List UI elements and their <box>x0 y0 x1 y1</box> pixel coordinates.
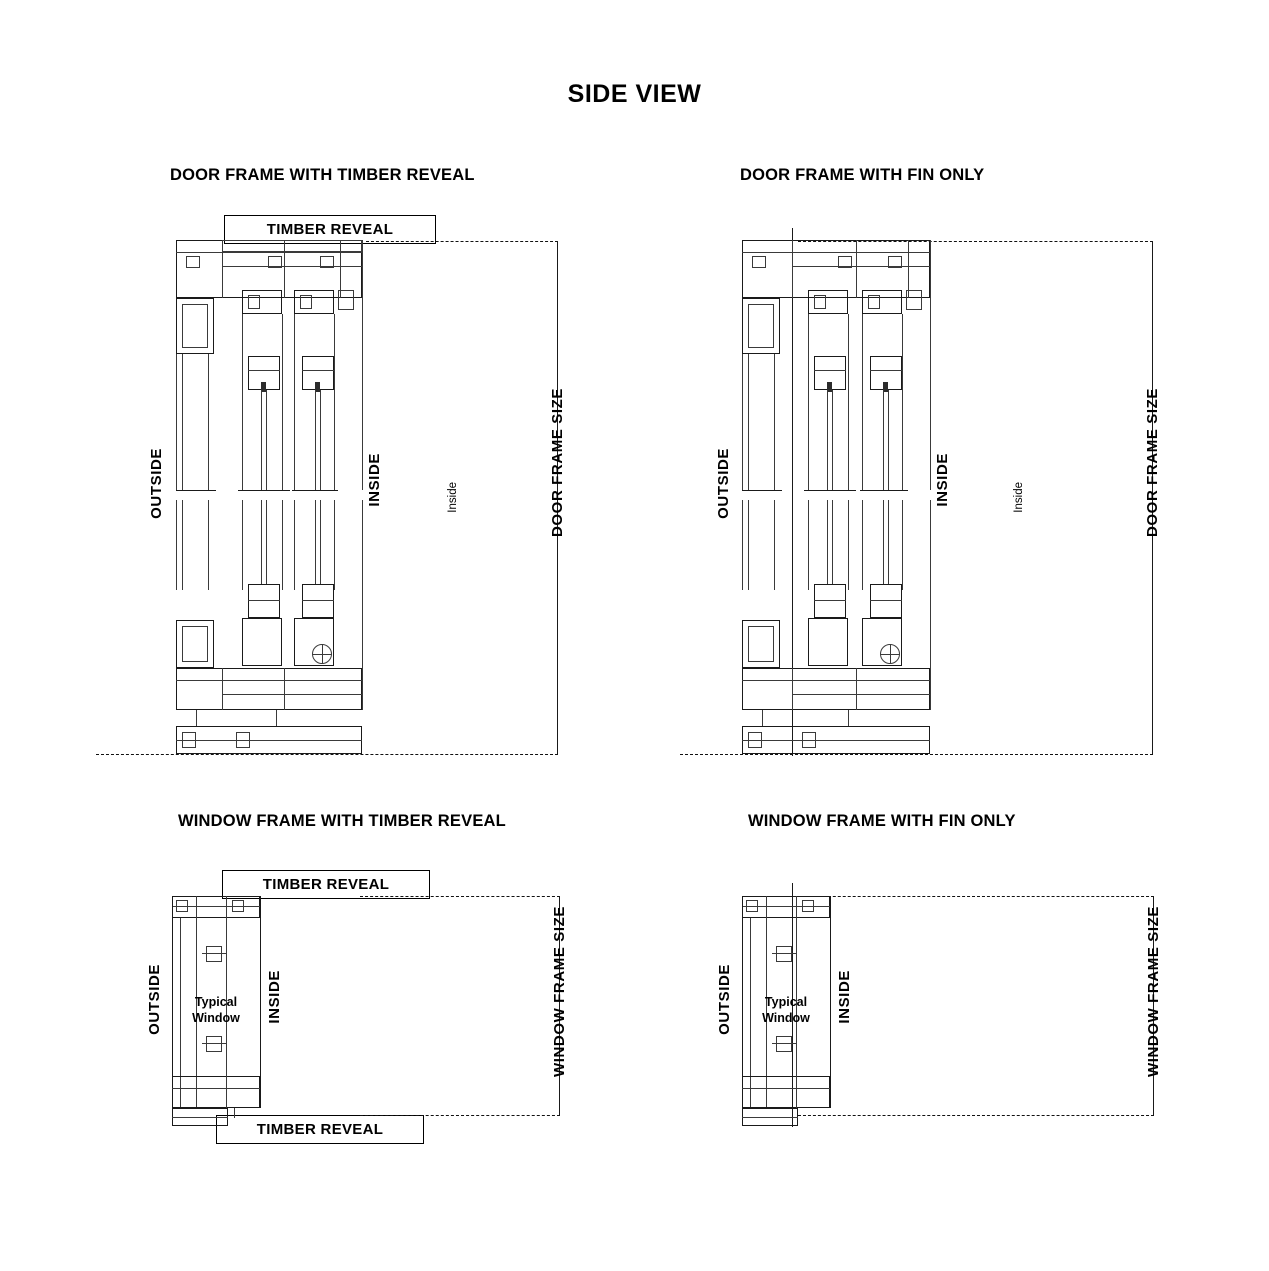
sill-divider-2 <box>856 668 857 710</box>
frame-line-mid-lower <box>242 500 243 590</box>
label-inside: INSIDE <box>836 970 853 1024</box>
glass-line-outer-b <box>266 390 267 490</box>
panel-title-window-fin-only: WINDOW FRAME WITH FIN ONLY <box>748 812 1016 830</box>
jamb-line-outer-b-lower <box>208 500 209 590</box>
jamb-line-outer-b-lower <box>774 500 775 590</box>
sill-line-2 <box>222 694 362 695</box>
panel-title-window-timber-reveal: WINDOW FRAME WITH TIMBER REVEAL <box>178 812 506 830</box>
bead-line-outer <box>814 370 846 371</box>
dimension-leader-top <box>360 896 560 897</box>
label-outside: OUTSIDE <box>146 964 163 1035</box>
sill-outer-inner <box>182 626 208 662</box>
window-sill-drop <box>234 1108 235 1118</box>
window-sill-div <box>796 1076 797 1108</box>
dimension-label-door-frame-size: DOOR FRAME SIZE <box>1144 388 1161 538</box>
head-clip-mid <box>838 256 852 268</box>
roller-axis-v <box>322 644 323 664</box>
glass-line-inner-a-lower <box>883 500 884 584</box>
glass-line-outer-b-lower <box>266 500 267 584</box>
window-hardware-top <box>206 946 222 962</box>
frame-line-mid2-lower <box>282 500 283 590</box>
glass-line-outer-b <box>832 390 833 490</box>
dimension-leader-bottom <box>360 1115 560 1116</box>
typical-window-line-2: Window <box>192 1011 240 1025</box>
label-outside: OUTSIDE <box>148 448 165 519</box>
glass-bead-outer-bottom <box>248 584 280 618</box>
head-clip-left <box>186 256 200 268</box>
break-line-right <box>292 490 338 491</box>
window-head-div-1 <box>196 896 197 918</box>
bead-line-inner <box>870 370 902 371</box>
glass-line-inner-b <box>888 390 889 490</box>
label-inside: INSIDE <box>266 970 283 1024</box>
frame-line-reveal-lower <box>362 500 363 710</box>
sill-line-1 <box>176 680 362 681</box>
frame-line-mid-lower <box>808 500 809 590</box>
head-clip-right <box>888 256 902 268</box>
glass-line-inner-b-lower <box>888 500 889 584</box>
window-head-clip <box>176 900 188 912</box>
window-sill-base-line <box>742 1117 798 1118</box>
sill-clip-left <box>748 732 762 748</box>
sill-divider-2 <box>284 668 285 710</box>
roller-axis-v <box>890 644 891 664</box>
frame-line-mid2 <box>848 314 849 490</box>
frame-line-left-lower <box>176 500 177 590</box>
window-reveal-line <box>260 896 261 1108</box>
sill-divider-1 <box>792 668 793 710</box>
outer-jamb-inner <box>182 304 208 348</box>
window-hardware-bottom-line <box>202 1043 226 1044</box>
bead-line-inner <box>302 370 334 371</box>
break-line-mid <box>238 490 290 491</box>
glass-line-outer-a-lower <box>827 500 828 584</box>
sill-drop-left <box>196 710 197 726</box>
head-line-2 <box>792 266 930 267</box>
label-inside-note: Inside <box>447 482 459 513</box>
dimension-leader-top <box>366 241 558 242</box>
head-divider-2 <box>856 240 857 298</box>
bead-line-inner-b <box>302 600 334 601</box>
sill-clip-mid <box>236 732 250 748</box>
sill-base-line <box>742 740 930 741</box>
frame-line-left <box>176 354 177 490</box>
dimension-label-window-frame-size: WINDOW FRAME SIZE <box>1145 906 1162 1078</box>
frame-line-mid2 <box>282 314 283 490</box>
jamb-line-outer-a <box>182 354 183 490</box>
glass-line-inner-a <box>883 390 884 490</box>
window-hardware-bottom-line <box>772 1043 796 1044</box>
break-line-left <box>176 490 216 491</box>
window-sill-line-1 <box>172 1088 260 1089</box>
window-head-clip-2 <box>232 900 244 912</box>
window-head-div-1 <box>766 896 767 918</box>
window-hardware-top-line <box>772 953 796 954</box>
typical-window-label <box>178 994 254 1026</box>
window-hardware-top <box>776 946 792 962</box>
frame-line-mid3-lower <box>862 500 863 590</box>
frame-line-mid <box>242 314 243 490</box>
frame-line-right <box>334 314 335 490</box>
timber-reveal-tag-bottom: TIMBER REVEAL <box>216 1115 424 1144</box>
label-inside-note: Inside <box>1013 482 1025 513</box>
interlock-detail <box>906 290 922 310</box>
sill-line-2 <box>792 694 930 695</box>
sill-clip-left <box>182 732 196 748</box>
sash-top-detail-left <box>814 295 826 309</box>
frame-line-left <box>742 354 743 490</box>
outer-jamb-inner <box>748 304 774 348</box>
glass-line-outer-a <box>261 390 262 490</box>
window-sill-base-line <box>172 1117 228 1118</box>
bead-line-outer-b <box>248 600 280 601</box>
frame-line-reveal <box>362 240 363 490</box>
frame-line-mid3-lower <box>294 500 295 590</box>
label-inside: INSIDE <box>934 453 951 507</box>
sill-clip-mid <box>802 732 816 748</box>
head-line-2 <box>222 266 362 267</box>
window-head-clip <box>746 900 758 912</box>
typical-window-line-1: Typical <box>194 995 238 1009</box>
bead-line-inner-b <box>870 600 902 601</box>
label-outside: OUTSIDE <box>716 964 733 1035</box>
window-sill-line-1 <box>742 1088 830 1089</box>
sill-profile <box>742 668 930 710</box>
panel-window-timber-reveal <box>0 790 640 1210</box>
frame-line-right-lower <box>334 500 335 590</box>
head-clip-mid <box>268 256 282 268</box>
frame-line-mid <box>808 314 809 490</box>
sill-outer-inner <box>748 626 774 662</box>
window-sill-profile <box>172 1076 260 1108</box>
dimension-leader-bottom <box>680 754 1153 755</box>
panel-title-door-timber-reveal: DOOR FRAME WITH TIMBER REVEAL <box>170 166 475 184</box>
sill-drop-mid <box>276 710 277 726</box>
dimension-leader-bottom <box>96 754 558 755</box>
glass-bead-inner-bottom <box>870 584 902 618</box>
sill-line-1 <box>742 680 930 681</box>
head-line-1 <box>176 252 362 253</box>
window-head-div-2 <box>796 896 797 918</box>
glass-line-outer-a <box>827 390 828 490</box>
jamb-line-outer-a-lower <box>182 500 183 590</box>
dimension-label-door-frame-size: DOOR FRAME SIZE <box>549 388 566 538</box>
jamb-line-outer-a <box>748 354 749 490</box>
typical-window-line-1: Typical <box>764 995 808 1009</box>
glass-line-inner-b <box>320 390 321 490</box>
sill-profile <box>176 668 362 710</box>
glass-line-inner-a <box>315 390 316 490</box>
head-clip-right <box>320 256 334 268</box>
break-line-right <box>860 490 908 491</box>
panel-door-timber-reveal <box>0 0 640 790</box>
window-head-div-2 <box>226 896 227 918</box>
sill-drop-left <box>762 710 763 726</box>
window-sill-div <box>226 1076 227 1108</box>
window-sill-profile <box>742 1076 830 1108</box>
frame-line-mid3 <box>862 314 863 490</box>
head-line-1 <box>742 252 930 253</box>
head-clip-left <box>752 256 766 268</box>
sash-top-detail-right <box>868 295 880 309</box>
dimension-leader-bottom <box>798 1115 1154 1116</box>
typical-window-line-2: Window <box>762 1011 810 1025</box>
jamb-line-outer-b <box>208 354 209 490</box>
head-divider-1 <box>792 240 793 298</box>
frame-line-edge-lower <box>930 500 931 710</box>
page-title: SIDE VIEW <box>567 80 702 108</box>
sash-bottom-rail-outer <box>242 618 282 666</box>
dimension-label-window-frame-size: WINDOW FRAME SIZE <box>551 906 568 1078</box>
sash-bottom-rail-outer <box>808 618 848 666</box>
jamb-line-outer-a-lower <box>748 500 749 590</box>
panel-door-fin-only <box>570 0 1269 790</box>
glass-line-inner-b-lower <box>320 500 321 584</box>
bead-line-outer-b <box>814 600 846 601</box>
jamb-line-outer-b <box>774 354 775 490</box>
timber-reveal-head-block <box>222 240 362 252</box>
label-outside: OUTSIDE <box>715 448 732 519</box>
sash-top-detail-right <box>300 295 312 309</box>
sash-top-detail-left <box>248 295 260 309</box>
glass-bead-outer-bottom <box>814 584 846 618</box>
glass-bead-inner-bottom <box>302 584 334 618</box>
sill-divider-1 <box>222 668 223 710</box>
window-hardware-bottom <box>206 1036 222 1052</box>
frame-line-mid3 <box>294 314 295 490</box>
window-hardware-top-line <box>202 953 226 954</box>
window-frame-edge-line <box>830 896 831 1108</box>
frame-line-left-lower <box>742 500 743 590</box>
panel-title-door-fin-only: DOOR FRAME WITH FIN ONLY <box>740 166 985 184</box>
glass-line-outer-a-lower <box>261 500 262 584</box>
glass-line-inner-a-lower <box>315 500 316 584</box>
panel-window-fin-only <box>570 790 1269 1210</box>
timber-reveal-tag-top: TIMBER REVEAL <box>224 215 436 244</box>
dimension-leader-top <box>798 896 1154 897</box>
glass-line-outer-b-lower <box>832 500 833 584</box>
frame-line-edge <box>930 240 931 490</box>
typical-window-label <box>748 994 824 1026</box>
frame-line-right-lower <box>902 500 903 590</box>
timber-reveal-tag-top: TIMBER REVEAL <box>222 870 430 899</box>
frame-line-right <box>902 314 903 490</box>
bead-line-outer <box>248 370 280 371</box>
sill-drop-mid <box>848 710 849 726</box>
interlock-detail <box>338 290 354 310</box>
label-inside: INSIDE <box>366 453 383 507</box>
sill-base-line <box>176 740 362 741</box>
break-line-mid <box>804 490 856 491</box>
window-head-clip-2 <box>802 900 814 912</box>
window-hardware-bottom <box>776 1036 792 1052</box>
frame-line-mid2-lower <box>848 500 849 590</box>
break-line-left <box>742 490 782 491</box>
